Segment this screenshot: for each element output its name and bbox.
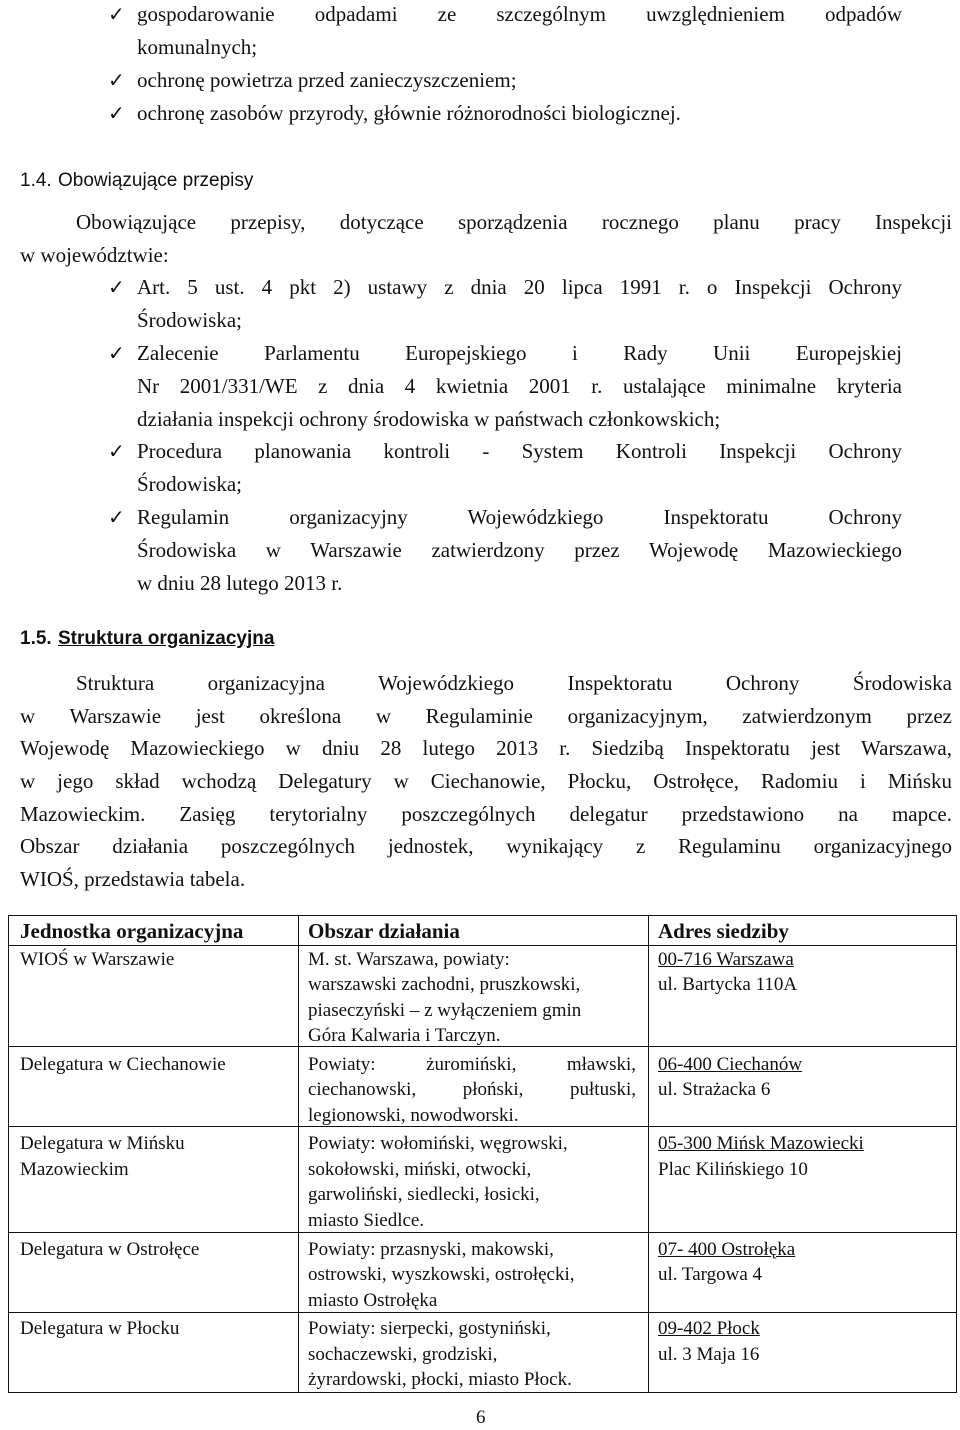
unit-cell: Delegatura w Płocku [20, 1318, 180, 1339]
page-number: 6 [476, 1407, 486, 1428]
bullet-line: ochronę zasobów przyrody, głównie różnorodności biologicznej. [137, 101, 681, 125]
area-cell-line: Powiaty: wołomiński, węgrowski, [308, 1133, 568, 1154]
section-title: Obowiązujące przepisy [58, 170, 254, 191]
bullet-line: Środowiska w Warszawie zatwierdzony przez Wojewodę Mazowieckiego [137, 538, 902, 562]
section-number: 1.4. [20, 170, 52, 191]
postal-code-link: 00-716 Warszawa [658, 949, 794, 970]
bullet-line: Nr 2001/331/WE z dnia 4 kwietnia 2001 r. ustalające minimalne kryteria [137, 374, 902, 398]
checkmark-icon: ✓ [108, 68, 125, 92]
street-address: ul. Bartycka 110A [658, 974, 798, 995]
paragraph-line: Obszar działania poszczególnych jednostek, wynikający z Regulaminu organizacyjnego [20, 834, 952, 858]
section-title: Struktura organizacyjna [58, 628, 275, 649]
postal-code-link: 05-300 Mińsk Mazowiecki [658, 1133, 864, 1154]
bullet-line: gospodarowanie odpadami ze szczególnym uwzględnieniem odpadów [137, 2, 902, 26]
bullet-line: działania inspekcji ochrony środowiska w państwach członkowskich; [137, 407, 721, 431]
area-cell-line: ciechanowski, płoński, pułtuski, [308, 1079, 636, 1100]
table-header-cell: Obszar działania [308, 919, 460, 943]
paragraph-line: w jego skład wchodzą Delegatury w Ciechanowie, Płocku, Ostrołęce, Radomiu i Mińsku [20, 769, 952, 793]
paragraph-line: w Warszawie jest określona w Regulaminie organizacyjnym, zatwierdzonym przez [20, 704, 952, 728]
paragraph-line: Struktura organizacyjna Wojewódzkiego Inspektoratu Ochrony Środowiska [76, 671, 952, 695]
area-cell-line: garwoliński, siedlecki, łosicki, [308, 1184, 540, 1205]
checkmark-icon: ✓ [108, 341, 125, 365]
area-cell-line: Góra Kalwaria i Tarczyn. [308, 1025, 501, 1046]
checkmark-icon: ✓ [108, 505, 125, 529]
bullet-line: Zalecenie Parlamentu Europejskiego i Rady Unii Europejskiej [137, 341, 902, 365]
unit-cell: Delegatura w Ostrołęce [20, 1239, 200, 1260]
unit-cell: Mazowieckim [20, 1159, 129, 1180]
bullet-line: w dniu 28 lutego 2013 r. [137, 571, 343, 595]
postal-code-link: 06-400 Ciechanów [658, 1054, 803, 1075]
paragraph-line: WIOŚ, przedstawia tabela. [20, 867, 246, 891]
table-header-cell: Adres siedziby [658, 919, 789, 943]
area-cell-line: legionowski, nowodworski. [308, 1105, 519, 1126]
street-address: ul. 3 Maja 16 [658, 1344, 760, 1365]
postal-code-link: 09-402 Płock [658, 1318, 760, 1339]
checkmark-icon: ✓ [108, 2, 125, 26]
street-address: Plac Kilińskiego 10 [658, 1159, 808, 1180]
bullet-line: ochronę powietrza przed zanieczyszczeniem; [137, 68, 517, 92]
area-cell-line: Powiaty: przasnyski, makowski, [308, 1239, 554, 1260]
area-cell-line: Powiaty: żuromiński, mławski, [308, 1054, 636, 1075]
section-number: 1.5. [20, 628, 52, 649]
checkmark-icon: ✓ [108, 101, 125, 125]
paragraph-line: Mazowieckim. Zasięg terytorialny poszczególnych delegatur przedstawiono na mapce. [20, 802, 952, 826]
paragraph-line: Obowiązujące przepisy, dotyczące sporządzenia rocznego planu pracy Inspekcji [76, 210, 952, 234]
area-cell-line: Powiaty: sierpecki, gostyniński, [308, 1318, 551, 1339]
area-cell-line: miasto Ostrołęka [308, 1290, 438, 1311]
area-cell-line: sochaczewski, grodziski, [308, 1344, 498, 1365]
area-cell-line: piaseczyński – z wyłączeniem gmin [308, 1000, 582, 1021]
table-header-cell: Jednostka organizacyjna [20, 919, 244, 943]
bullet-line: Procedura planowania kontroli - System Kontroli Inspekcji Ochrony [137, 439, 902, 463]
bullet-line: Środowiska; [137, 308, 242, 332]
bullet-line: komunalnych; [137, 35, 258, 59]
unit-cell: Delegatura w Mińsku [20, 1133, 185, 1154]
area-cell-line: sokołowski, miński, otwocki, [308, 1159, 532, 1180]
bullet-line: Środowiska; [137, 472, 242, 496]
area-cell-line: ostrowski, wyszkowski, ostrołęcki, [308, 1264, 575, 1285]
unit-cell: WIOŚ w Warszawie [20, 949, 175, 970]
organization-table [8, 915, 957, 1393]
checkmark-icon: ✓ [108, 439, 125, 463]
area-cell-line: warszawski zachodni, pruszkowski, [308, 974, 581, 995]
paragraph-line: w województwie: [20, 243, 169, 267]
postal-code-link: 07- 400 Ostrołęka [658, 1239, 796, 1260]
street-address: ul. Strażacka 6 [658, 1079, 771, 1100]
bullet-line: Regulamin organizacyjny Wojewódzkiego Inspektoratu Ochrony [137, 505, 902, 529]
area-cell-line: miasto Siedlce. [308, 1210, 425, 1231]
area-cell-line: żyrardowski, płocki, miasto Płock. [308, 1369, 572, 1390]
unit-cell: Delegatura w Ciechanowie [20, 1054, 226, 1075]
paragraph-line: Wojewodę Mazowieckiego w dniu 28 lutego 2013 r. Siedzibą Inspektoratu jest Warszawa, [20, 736, 952, 760]
street-address: ul. Targowa 4 [658, 1264, 763, 1285]
checkmark-icon: ✓ [108, 275, 125, 299]
area-cell-line: M. st. Warszawa, powiaty: [308, 949, 510, 970]
bullet-line: Art. 5 ust. 4 pkt 2) ustawy z dnia 20 lipca 1991 r. o Inspekcji Ochrony [137, 275, 902, 299]
